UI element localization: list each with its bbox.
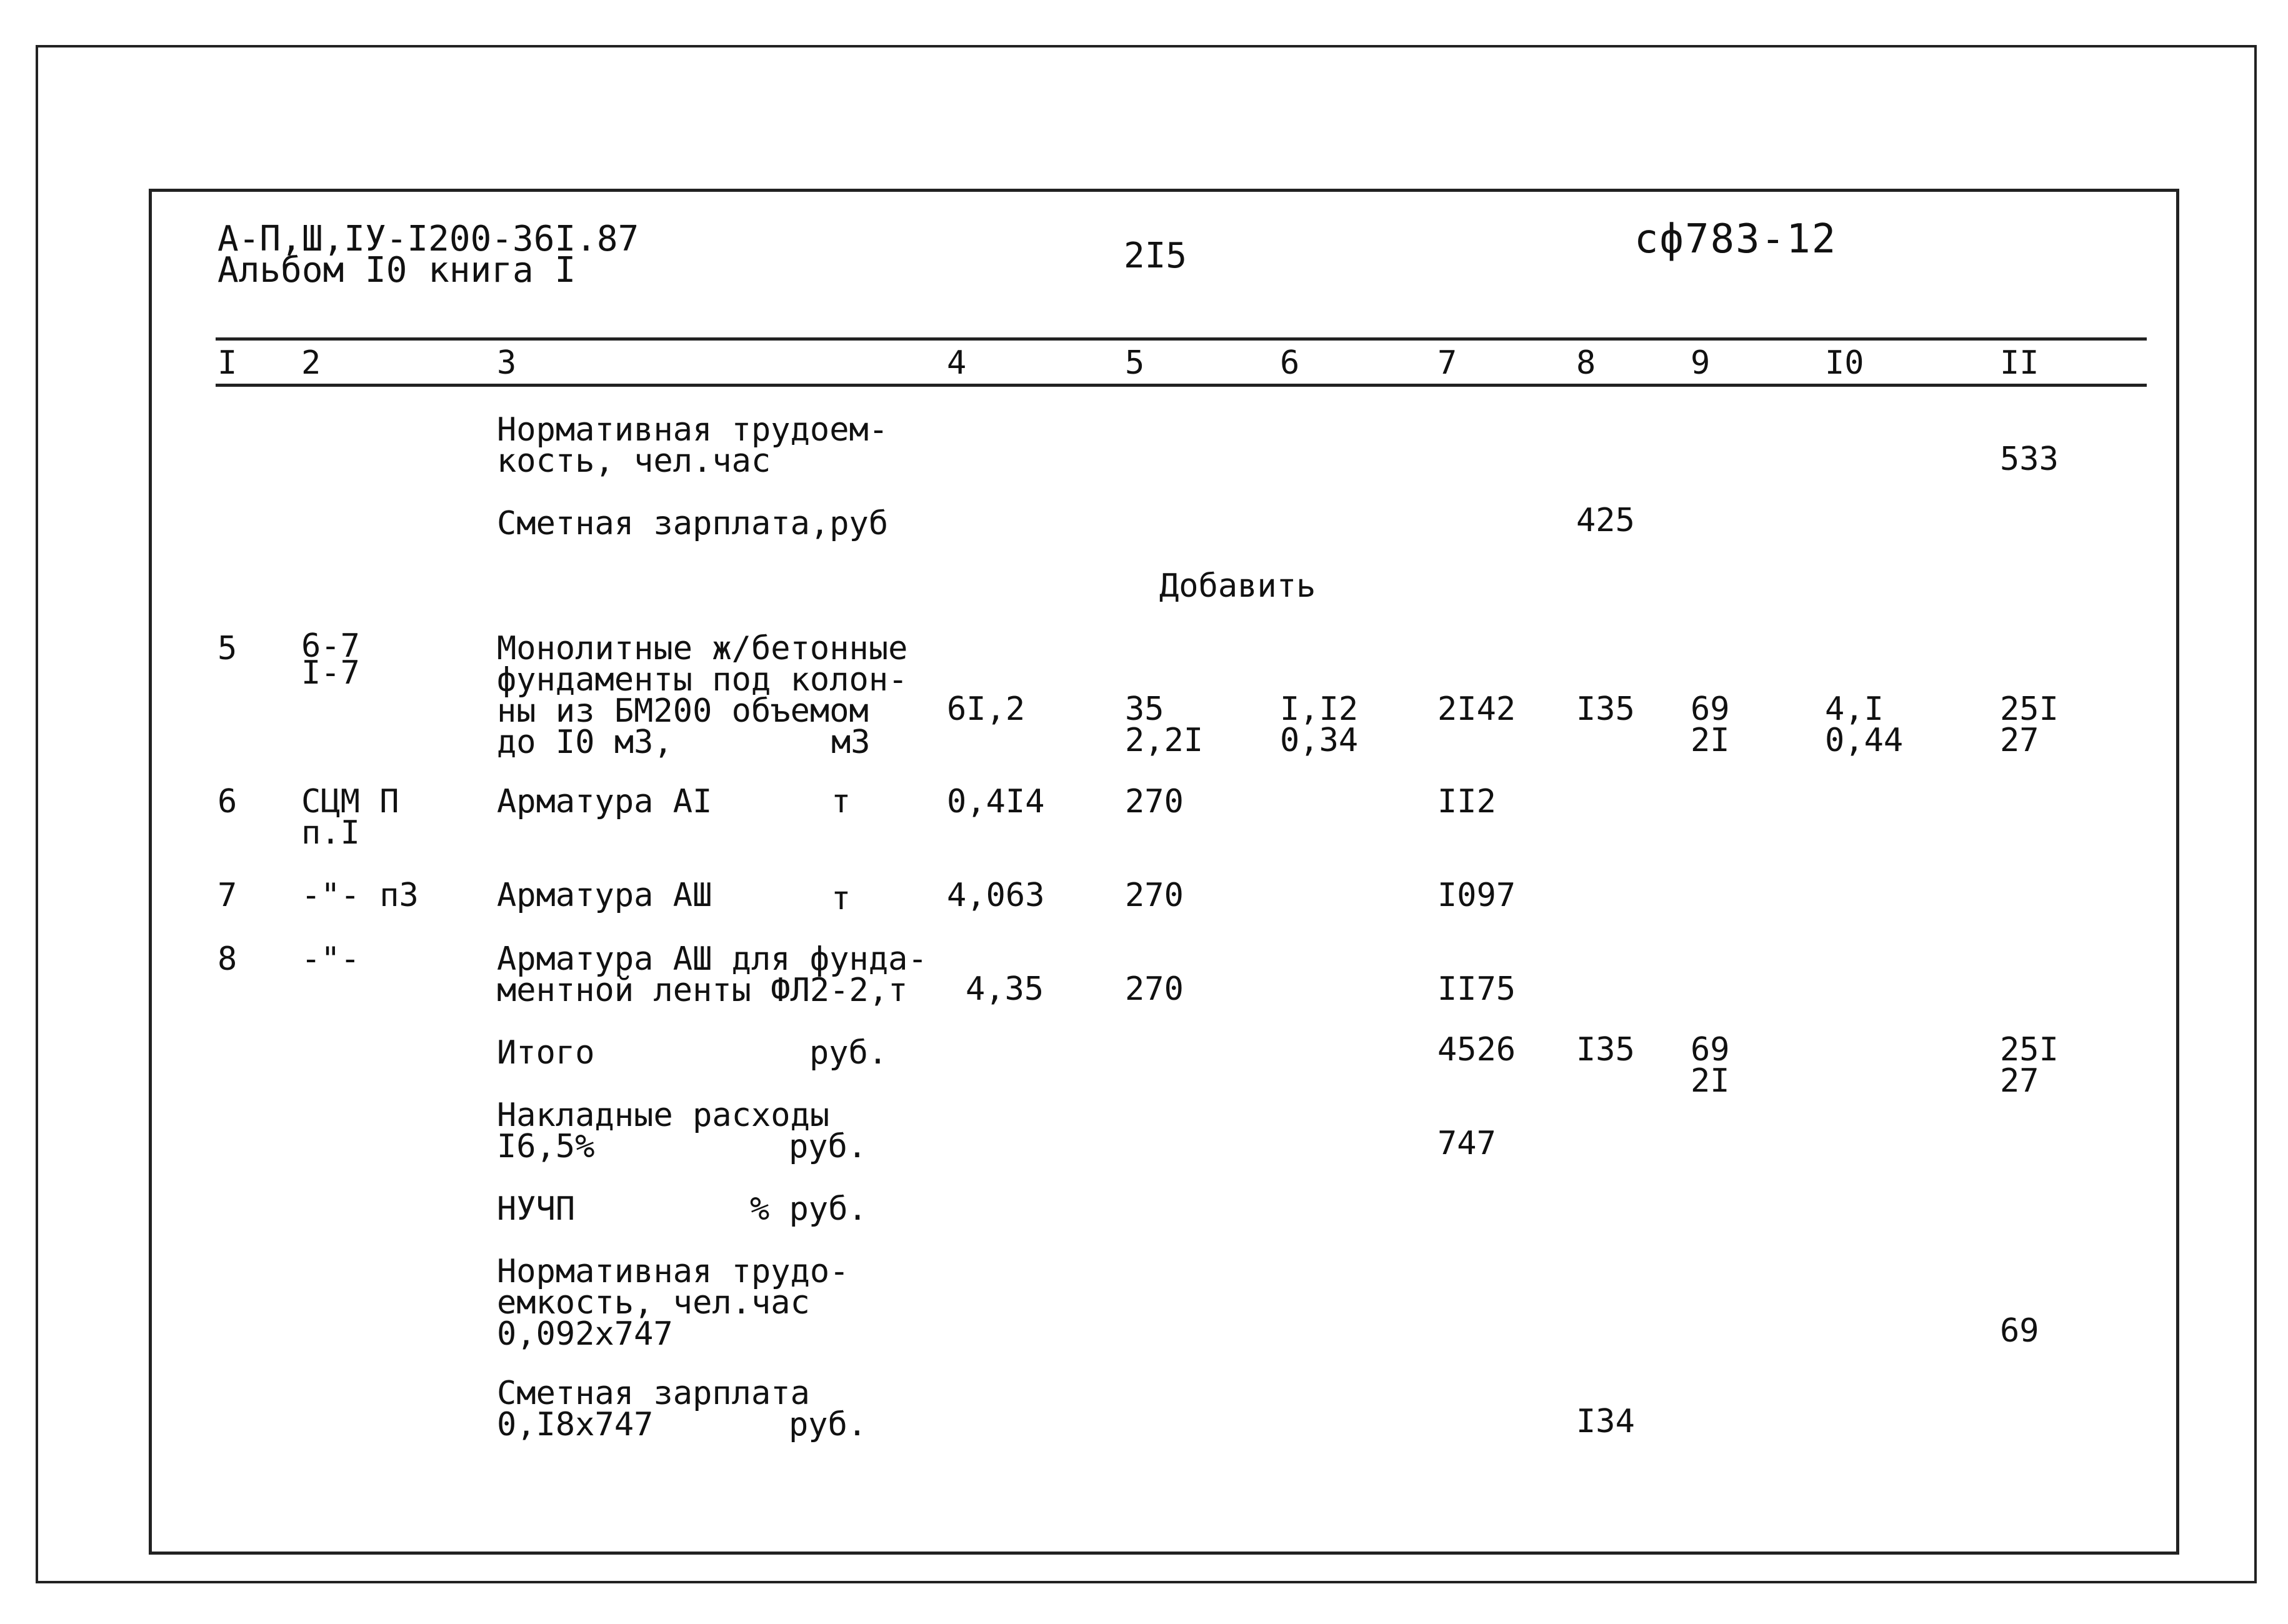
col-header-1: I	[217, 344, 237, 382]
doc-code: А-П,Ш,IУ-I200-36I.87	[217, 219, 639, 259]
row5-unit: м3	[831, 724, 871, 761]
inner-frame	[149, 189, 2179, 1555]
col-header-9: 9	[1691, 344, 1711, 382]
labor-norm2-label: Нормативная трудо- емкость, чел.час 0,092х747	[497, 1253, 849, 1353]
col-header-8: 8	[1576, 344, 1596, 382]
row8-name: Арматура АШ для фунда- ментной ленты ФЛ2-2,т	[497, 940, 927, 1009]
row5-c7: 2I42	[1437, 690, 1516, 728]
col-header-4: 4	[947, 344, 967, 382]
wage2-unit: руб.	[789, 1406, 867, 1443]
page-number: 2I5	[1124, 236, 1187, 276]
row6-unit: т	[831, 783, 851, 820]
row8-c4: 4,35	[966, 970, 1044, 1008]
row5-c5: 35 2,2I	[1125, 690, 1204, 759]
col-header-11: II	[2000, 344, 2039, 382]
overhead-unit: руб.	[789, 1128, 867, 1165]
row7-c5: 270	[1125, 877, 1184, 914]
col-header-5: 5	[1125, 344, 1145, 382]
total-unit: руб.	[809, 1034, 888, 1072]
document-cipher: сф783-12	[1634, 216, 1837, 262]
row8-c7: II75	[1437, 970, 1516, 1008]
row7-c7: I097	[1437, 877, 1516, 914]
nuchp-unit: % руб.	[750, 1190, 867, 1228]
wage2-label: Сметная зарплата 0,I8х747	[497, 1375, 810, 1443]
row6-name: Арматура АI	[497, 783, 712, 820]
total-c8: I35	[1576, 1031, 1635, 1069]
row5-name: Монолитные ж/бетонные фундаменты под колон- ны из БМ200 объемом до I0 м3,	[497, 630, 908, 761]
nuchp-label: НУЧП	[497, 1190, 576, 1228]
labor-norm2-value: 69	[2000, 1312, 2039, 1350]
overhead-label: Накладные расходы I6,5%	[497, 1097, 830, 1165]
row7-name: Арматура АШ	[497, 877, 712, 914]
row6-c7: II2	[1437, 783, 1496, 820]
row5-c11: 25I 27	[2000, 690, 2059, 759]
row7-unit: т	[831, 880, 851, 917]
col-header-3: 3	[497, 344, 517, 382]
row5-c8: I35	[1576, 690, 1635, 728]
header-rule-bottom	[216, 384, 2147, 387]
total-c11: 25I 27	[2000, 1031, 2059, 1100]
row5-c4: 6I,2	[947, 690, 1026, 728]
row7-c4: 4,063	[947, 877, 1045, 914]
add-section-label: Добавить	[1159, 567, 1316, 605]
row7-code: -"- п3	[301, 877, 419, 914]
col-header-10: I0	[1825, 344, 1864, 382]
labor-norm-label: Нормативная трудоем- кость, чел.час	[497, 411, 889, 480]
row5-number: 5	[217, 630, 237, 667]
row8-code: -"-	[301, 940, 360, 978]
row7-number: 7	[217, 877, 237, 914]
total-label: Итого	[497, 1034, 595, 1072]
row5-c10: 4,I 0,44	[1825, 690, 1904, 759]
col-header-6: 6	[1280, 344, 1300, 382]
row6-c4: 0,4I4	[947, 783, 1045, 820]
row6-code: СЦМ П п.I	[301, 783, 399, 852]
overhead-c7: 747	[1437, 1125, 1496, 1162]
row5-c6: I,I2 0,34	[1280, 690, 1359, 759]
total-c7: 4526	[1437, 1031, 1516, 1069]
header-rule-top	[216, 337, 2147, 341]
wage-value: 425	[1576, 502, 1635, 539]
labor-norm-value: 533	[2000, 441, 2059, 478]
row5-code: 6-7 I-7	[301, 627, 360, 692]
col-header-7: 7	[1437, 344, 1457, 382]
wage2-c8: I34	[1576, 1403, 1635, 1440]
album-label: Альбом I0 книга I	[217, 250, 576, 291]
row5-c9: 69 2I	[1691, 690, 1730, 759]
col-header-2: 2	[301, 344, 321, 382]
row6-number: 6	[217, 783, 237, 820]
row8-number: 8	[217, 940, 237, 978]
row6-c5: 270	[1125, 783, 1184, 820]
total-c9: 69 2I	[1691, 1031, 1730, 1100]
row8-c5: 270	[1125, 970, 1184, 1008]
wage-label: Сметная зарплата,руб	[497, 505, 889, 542]
